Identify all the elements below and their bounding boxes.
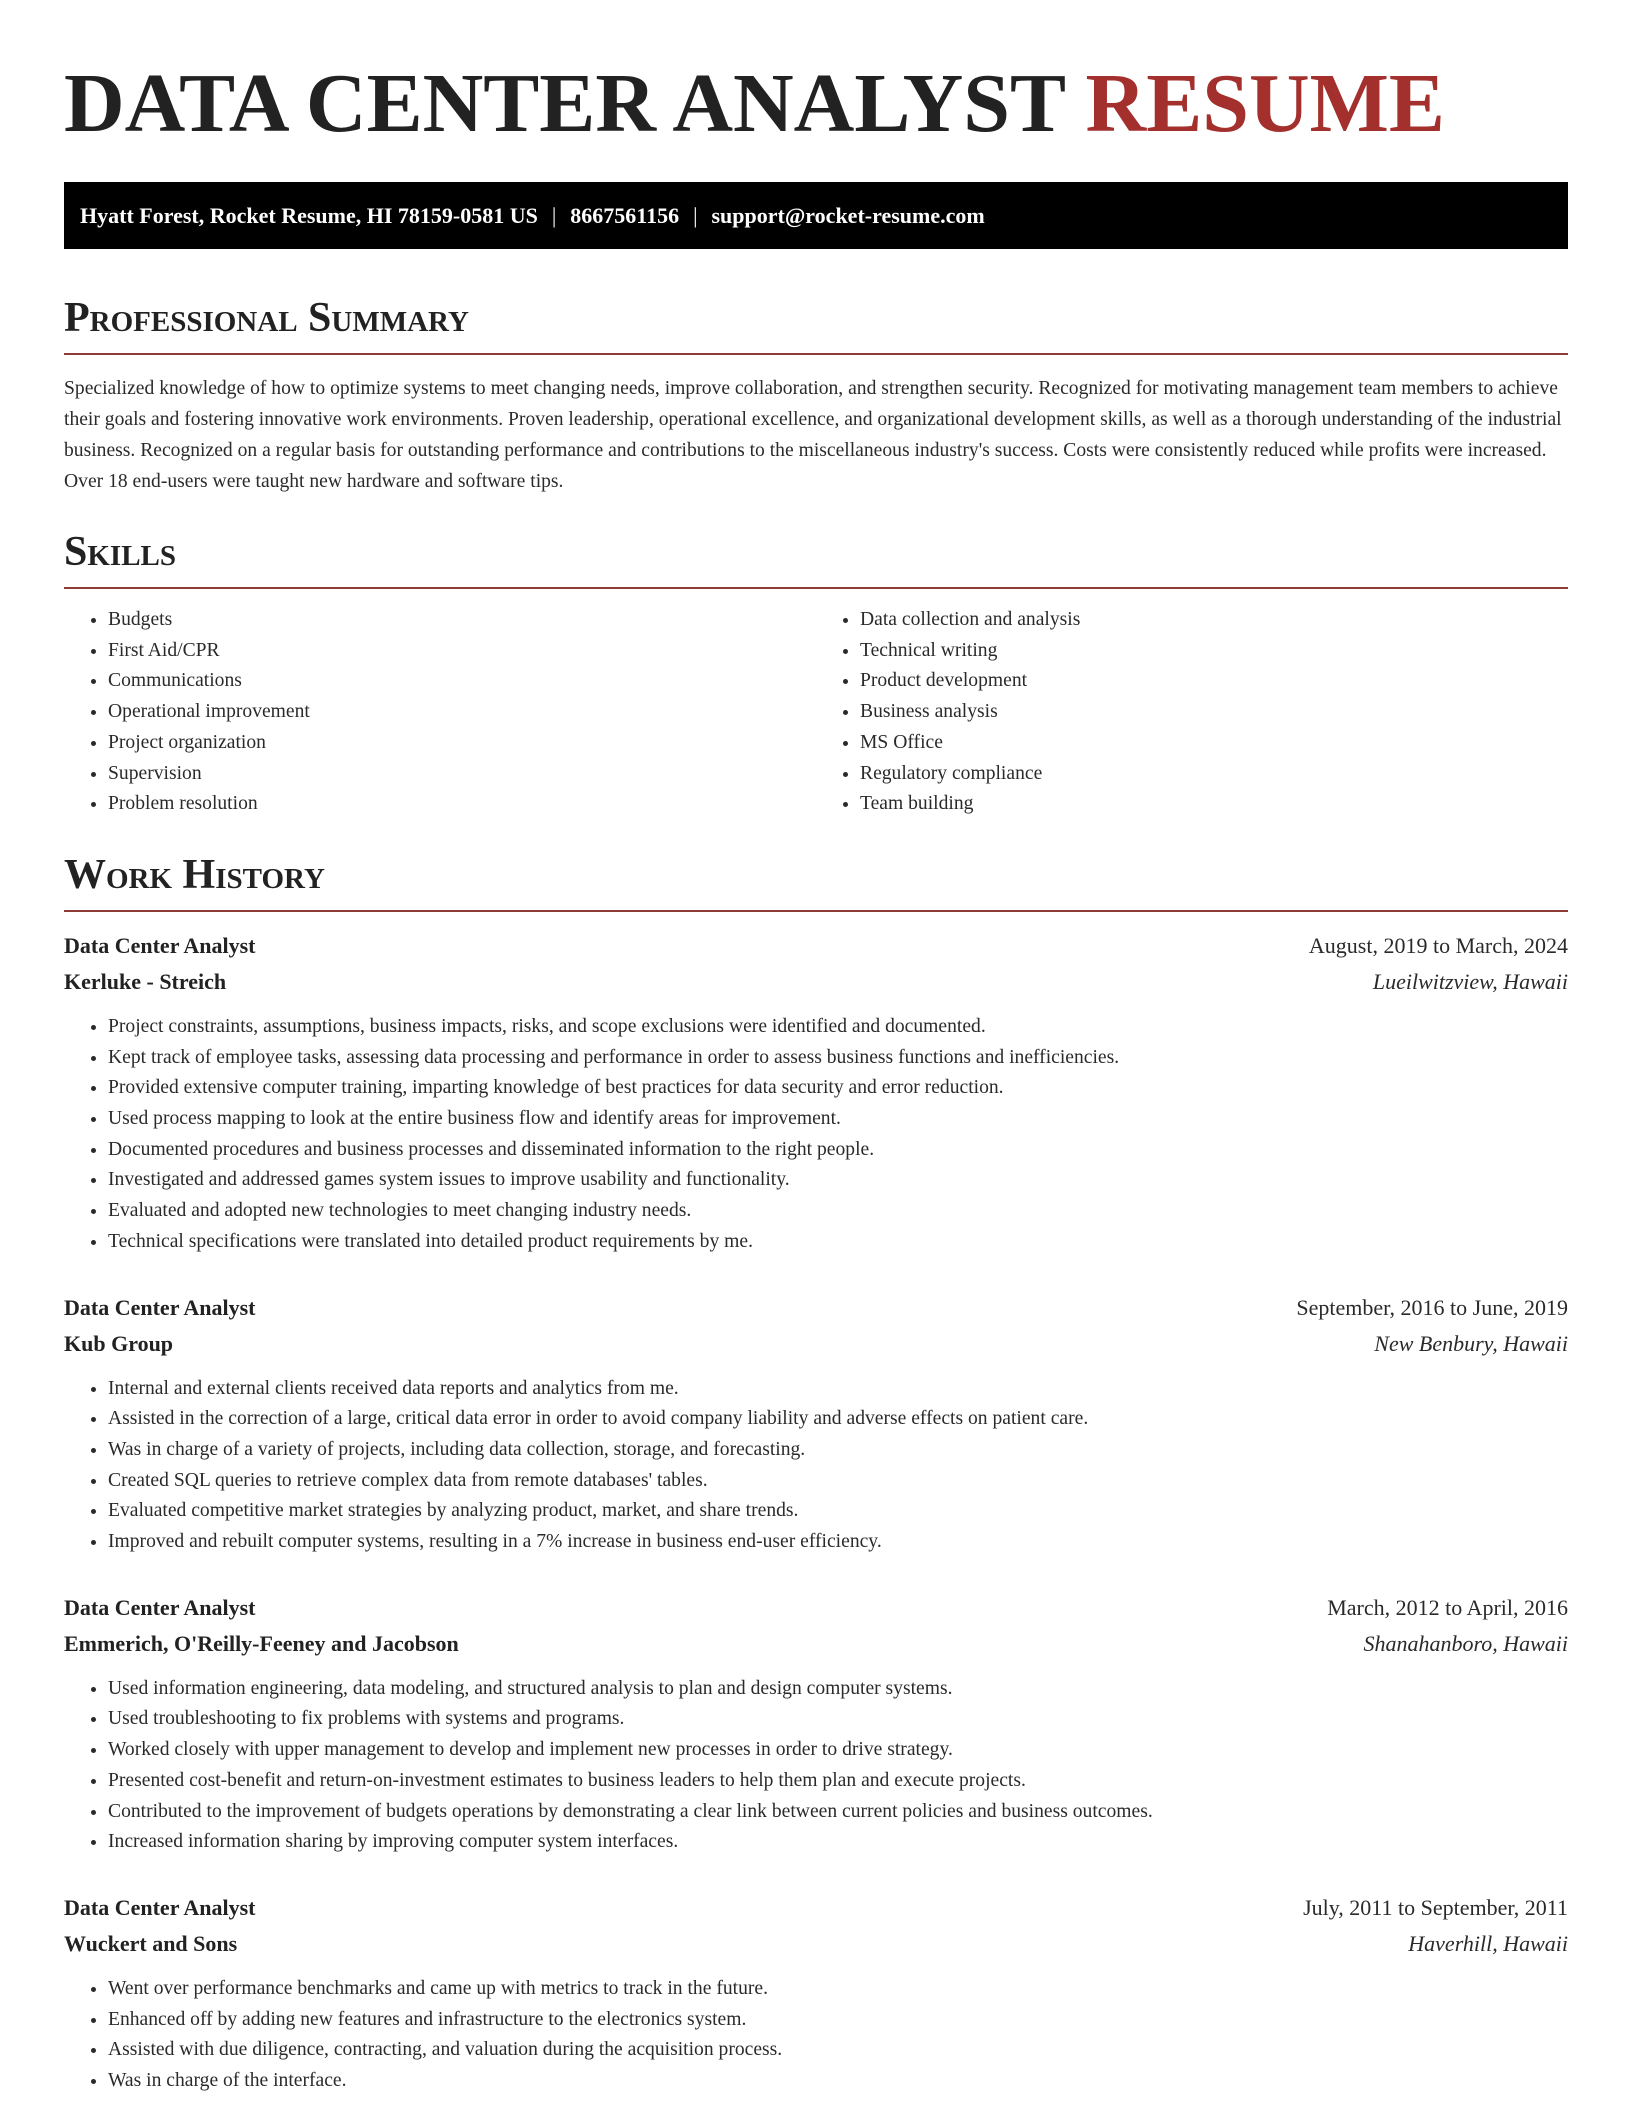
- summary-text: Specialized knowledge of how to optimize systems to meet changing needs, improve collaboration, and strengthen security. Recognized for motivating management team members to achieve their goals and fostering innovative work environments. Proven leadership, operational excellence, and organizational development skills, as well as a thorough understanding of the industrial business. Recognized on a regular basis for outstanding performance and contributions to the miscellaneous industry's success. Costs were consistently reduced while profits were increased. Over 18 end-users were taught new hardware and software tips.: [64, 378, 1562, 492]
- job-company: Kerluke - Streich: [64, 968, 227, 994]
- work-history-heading: Work History: [64, 851, 325, 898]
- skill-item: • Technical writing: [860, 636, 1568, 667]
- job-entry: [64, 928, 1568, 1258]
- contact-email[interactable]: support@rocket-resume.com: [711, 203, 985, 228]
- skill-item: • Project organization: [108, 728, 816, 759]
- skill-item: • Data collection and analysis: [860, 605, 1568, 636]
- section-divider: [64, 587, 1568, 589]
- job-dates: July, 2011 to September, 2011: [1303, 1894, 1568, 1920]
- skills-section: [64, 527, 1568, 820]
- job-company-row: [64, 964, 1568, 1000]
- job-location: Haverhill, Hawaii: [1408, 1930, 1568, 1956]
- job-bullet: • Went over performance benchmarks and came up with metrics to track in the future.: [108, 1974, 1568, 2005]
- job-header-row: [64, 928, 1568, 964]
- skills-left-column: [64, 605, 816, 820]
- job-bullet: • Assisted in the correction of a large, critical data error in order to avoid company liability and adverse effects on patient care.: [108, 1404, 1568, 1435]
- skills-right-column: [816, 605, 1568, 820]
- job-bullet: • Used information engineering, data modeling, and structured analysis to plan and design computer systems.: [108, 1674, 1568, 1705]
- job-bullet: • Created SQL queries to retrieve complex data from remote databases' tables.: [108, 1466, 1568, 1497]
- job-bullet: • Was in charge of a variety of projects, including data collection, storage, and forecasting.: [108, 1435, 1568, 1466]
- job-bullet: • Investigated and addressed games system issues to improve usability and functionality.: [108, 1165, 1568, 1196]
- job-title: Data Center Analyst: [64, 1894, 256, 1920]
- job-company: Emmerich, O'Reilly-Feeney and Jacobson: [64, 1630, 459, 1656]
- job-bullet: • Presented cost-benefit and return-on-investment estimates to business leaders to help them plan and execute projects.: [108, 1766, 1568, 1797]
- job-bullet: • Evaluated competitive market strategies by analyzing product, market, and share trends.: [108, 1496, 1568, 1527]
- contact-bar: [64, 182, 1568, 249]
- skill-item: • First Aid/CPR: [108, 636, 816, 667]
- job-bullet: • Increased information sharing by improving computer system interfaces.: [108, 1827, 1568, 1858]
- job-bullet: • Kept track of employee tasks, assessing data processing and performance in order to assess business functions and inefficiencies.: [108, 1043, 1568, 1074]
- job-bullet-list: [64, 1374, 1568, 1558]
- title-main: DATA CENTER ANALYST: [64, 57, 1065, 150]
- job-bullet-list: [64, 1674, 1568, 1858]
- title-accent: RESUME: [1085, 57, 1445, 150]
- job-bullet: • Enhanced off by adding new features and infrastructure to the electronics system.: [108, 2005, 1568, 2036]
- skill-item: • Business analysis: [860, 697, 1568, 728]
- job-bullet: • Contributed to the improvement of budgets operations by demonstrating a clear link between current policies and business outcomes.: [108, 1797, 1568, 1828]
- job-dates: March, 2012 to April, 2016: [1327, 1594, 1568, 1620]
- job-company-row: [64, 1326, 1568, 1362]
- job-bullet: • Internal and external clients received data reports and analytics from me.: [108, 1374, 1568, 1405]
- job-dates: September, 2016 to June, 2019: [1296, 1294, 1568, 1320]
- contact-separator: |: [551, 203, 557, 228]
- job-location: Lueilwitzview, Hawaii: [1372, 968, 1568, 994]
- job-location: New Benbury, Hawaii: [1374, 1330, 1568, 1356]
- skills-grid: [64, 605, 1568, 820]
- job-title: Data Center Analyst: [64, 1294, 256, 1320]
- job-bullet: • Technical specifications were translated into detailed product requirements by me.: [108, 1227, 1568, 1258]
- job-title: Data Center Analyst: [64, 932, 256, 958]
- job-header-row: [64, 1890, 1568, 1926]
- job-bullet: • Improved and rebuilt computer systems, resulting in a 7% increase in business end-user efficiency.: [108, 1527, 1568, 1558]
- contact-separator: |: [693, 203, 698, 228]
- job-entry: [64, 1290, 1568, 1558]
- job-company-row: [64, 1926, 1568, 1962]
- job-bullet: • Used troubleshooting to fix problems with systems and programs.: [108, 1704, 1568, 1735]
- skill-item: • Communications: [108, 666, 816, 697]
- job-bullet: • Evaluated and adopted new technologies to meet changing industry needs.: [108, 1196, 1568, 1227]
- job-company: Wuckert and Sons: [64, 1930, 238, 1956]
- job-company: Kub Group: [64, 1330, 174, 1356]
- job-entry: [64, 1890, 1568, 2097]
- job-bullet: • Worked closely with upper management to develop and implement new processes in order to drive strategy.: [108, 1735, 1568, 1766]
- skill-item: • Product development: [860, 666, 1568, 697]
- contact-address: Hyatt Forest, Rocket Resume, HI 78159-0581 US: [80, 203, 538, 228]
- summary-heading: Professional Summary: [64, 295, 469, 341]
- job-bullet: • Project constraints, assumptions, business impacts, risks, and scope exclusions were identified and documented.: [108, 1012, 1568, 1043]
- job-entry: [64, 1590, 1568, 1858]
- job-header-row: [64, 1290, 1568, 1326]
- job-list: [64, 928, 1568, 2097]
- job-company-row: [64, 1626, 1568, 1662]
- job-header-row: [64, 1590, 1568, 1626]
- skill-item: • Budgets: [108, 605, 816, 636]
- job-title: Data Center Analyst: [64, 1594, 256, 1620]
- job-bullet: • Used process mapping to look at the entire business flow and identify areas for improvement.: [108, 1104, 1568, 1135]
- job-bullet: • Assisted with due diligence, contracting, and valuation during the acquisition process.: [108, 2035, 1568, 2066]
- contact-phone: 8667561156: [570, 203, 680, 228]
- skill-item: • Team building: [860, 789, 1568, 820]
- job-bullet: • Provided extensive computer training, imparting knowledge of best practices for data security and error reduction.: [108, 1073, 1568, 1104]
- section-divider: [64, 910, 1568, 912]
- summary-section: [64, 293, 1568, 497]
- resume-title: [64, 0, 1568, 150]
- skill-item: • Problem resolution: [108, 789, 816, 820]
- skill-item: • Operational improvement: [108, 697, 816, 728]
- job-location: Shanahanboro, Hawaii: [1363, 1630, 1568, 1656]
- job-bullet-list: [64, 1974, 1568, 2097]
- section-divider: [64, 353, 1568, 355]
- job-bullet: • Documented procedures and business processes and disseminated information to the right people.: [108, 1135, 1568, 1166]
- work-history-section: [64, 850, 1568, 2097]
- job-bullet: • Was in charge of the interface.: [108, 2066, 1568, 2097]
- skill-item: • Regulatory compliance: [860, 759, 1568, 790]
- skills-heading: Skills: [64, 529, 177, 575]
- skill-item: • Supervision: [108, 759, 816, 790]
- job-bullet-list: [64, 1012, 1568, 1258]
- job-dates: August, 2019 to March, 2024: [1308, 932, 1568, 958]
- skill-item: • MS Office: [860, 728, 1568, 759]
